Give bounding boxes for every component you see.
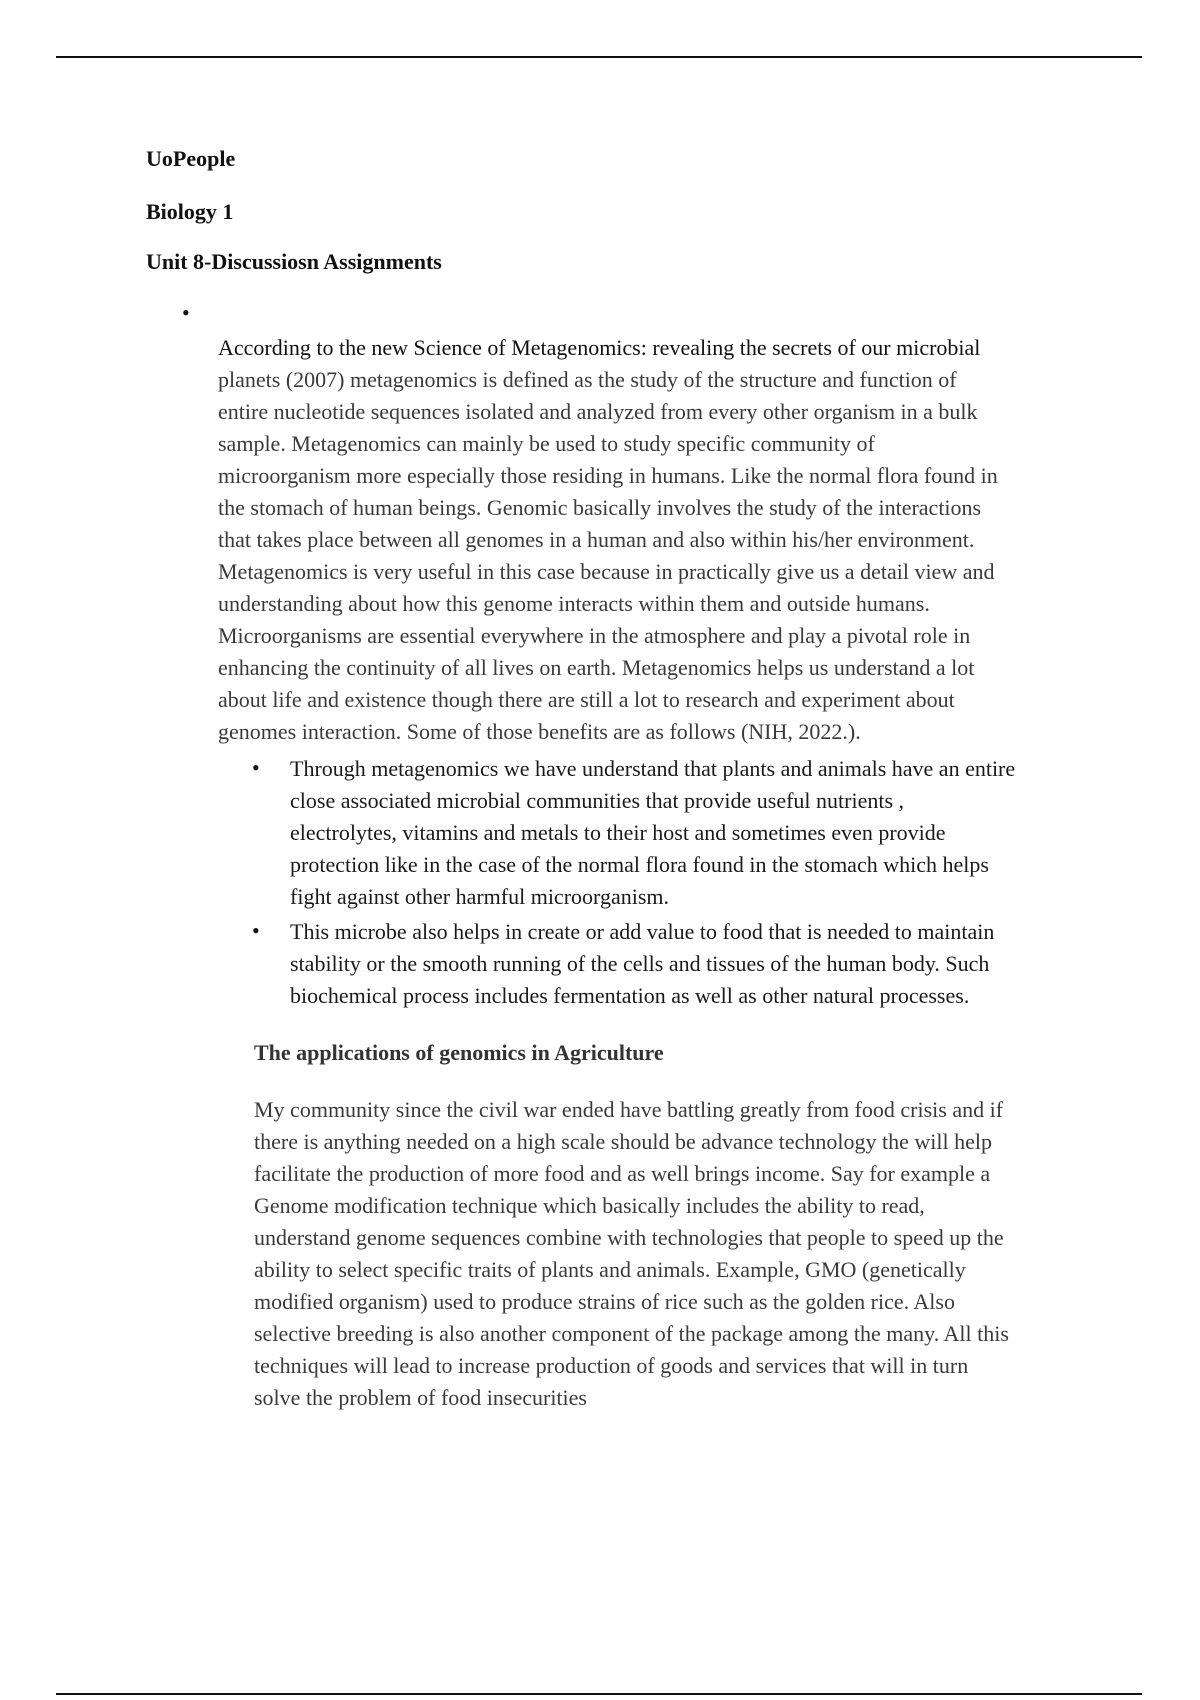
text-line: ability to select specific traits of plants and animals. Example, GMO (genetically	[254, 1257, 966, 1282]
text-line: selective breeding is also another component of the package among the many. All this	[254, 1321, 1009, 1346]
bullet-icon: •	[252, 918, 260, 943]
agriculture-paragraph	[254, 1094, 1009, 1414]
text-line: understand genome sequences combine with technologies that people to speed up the	[254, 1225, 1004, 1250]
bottom-rule	[56, 1693, 1142, 1695]
text-line: genomes interaction. Some of those benefits are as follows (NIH, 2022.).	[218, 719, 861, 744]
text-line: planets (2007) metagenomics is defined as the study of the structure and function of	[218, 367, 957, 392]
course-heading: Biology 1	[146, 199, 234, 224]
intro-paragraph	[218, 332, 998, 748]
text-line: microorganism more especially those residing in humans. Like the normal flora found in	[218, 463, 998, 488]
text-line: close associated microbial communities that provide useful nutrients ,	[290, 788, 905, 813]
text-line: facilitate the production of more food and as well brings income. Say for example a	[254, 1161, 991, 1186]
text-line: Genome modification technique which basically includes the ability to read,	[254, 1193, 925, 1218]
text-line: that takes place between all genomes in a human and also within his/her environment.	[218, 527, 975, 552]
text-line: entire nucleotide sequences isolated and analyzed from every other organism in a bulk	[218, 399, 978, 424]
top-rule	[56, 56, 1142, 58]
text-line: This microbe also helps in create or add value to food that is needed to maintain	[290, 919, 995, 944]
text-line: According to the new Science of Metagenomics: revealing the secrets of our microbial	[218, 335, 981, 360]
agriculture-heading: The applications of genomics in Agriculture	[254, 1040, 664, 1065]
empty-bullet: •	[182, 300, 190, 325]
institution-heading: UoPeople	[146, 146, 236, 171]
text-line: the stomach of human beings. Genomic basically involves the study of the interactions	[218, 495, 982, 520]
text-line: stability or the smooth running of the cells and tissues of the human body. Such	[290, 951, 990, 976]
text-line: biochemical process includes fermentation as well as other natural processes.	[290, 983, 970, 1008]
text-line: sample. Metagenomics can mainly be used to study specific community of	[218, 431, 875, 456]
text-line: solve the problem of food insecurities	[254, 1385, 587, 1410]
bullet-icon: •	[252, 755, 260, 780]
text-line: enhancing the continuity of all lives on earth. Metagenomics helps us understand a lot	[218, 655, 975, 680]
text-line: there is anything needed on a high scale should be advance technology the will help	[254, 1129, 992, 1154]
benefit-list-item	[290, 916, 994, 1012]
text-line: fight against other harmful microorganism.	[290, 884, 670, 909]
text-line: protection like in the case of the normal flora found in the stomach which helps	[290, 852, 989, 877]
text-line: My community since the civil war ended have battling greatly from food crisis and if	[254, 1097, 1004, 1122]
text-line: understanding about how this genome interacts within them and outside humans.	[218, 591, 930, 616]
text-line: about life and existence though there are still a lot to research and experiment about	[218, 687, 955, 712]
text-line: Through metagenomics we have understand that plants and animals have an entire	[290, 756, 1016, 781]
text-line: Microorganisms are essential everywhere in the atmosphere and play a pivotal role in	[218, 623, 971, 648]
assignment-heading: Unit 8-Discussiosn Assignments	[146, 249, 442, 274]
benefit-list-item	[290, 753, 1015, 913]
text-line: techniques will lead to increase production of goods and services that will in turn	[254, 1353, 969, 1378]
text-line: Metagenomics is very useful in this case because in practically give us a detail view and	[218, 559, 995, 584]
text-line: modified organism) used to produce strains of rice such as the golden rice. Also	[254, 1289, 955, 1314]
text-line: electrolytes, vitamins and metals to their host and sometimes even provide	[290, 820, 946, 845]
